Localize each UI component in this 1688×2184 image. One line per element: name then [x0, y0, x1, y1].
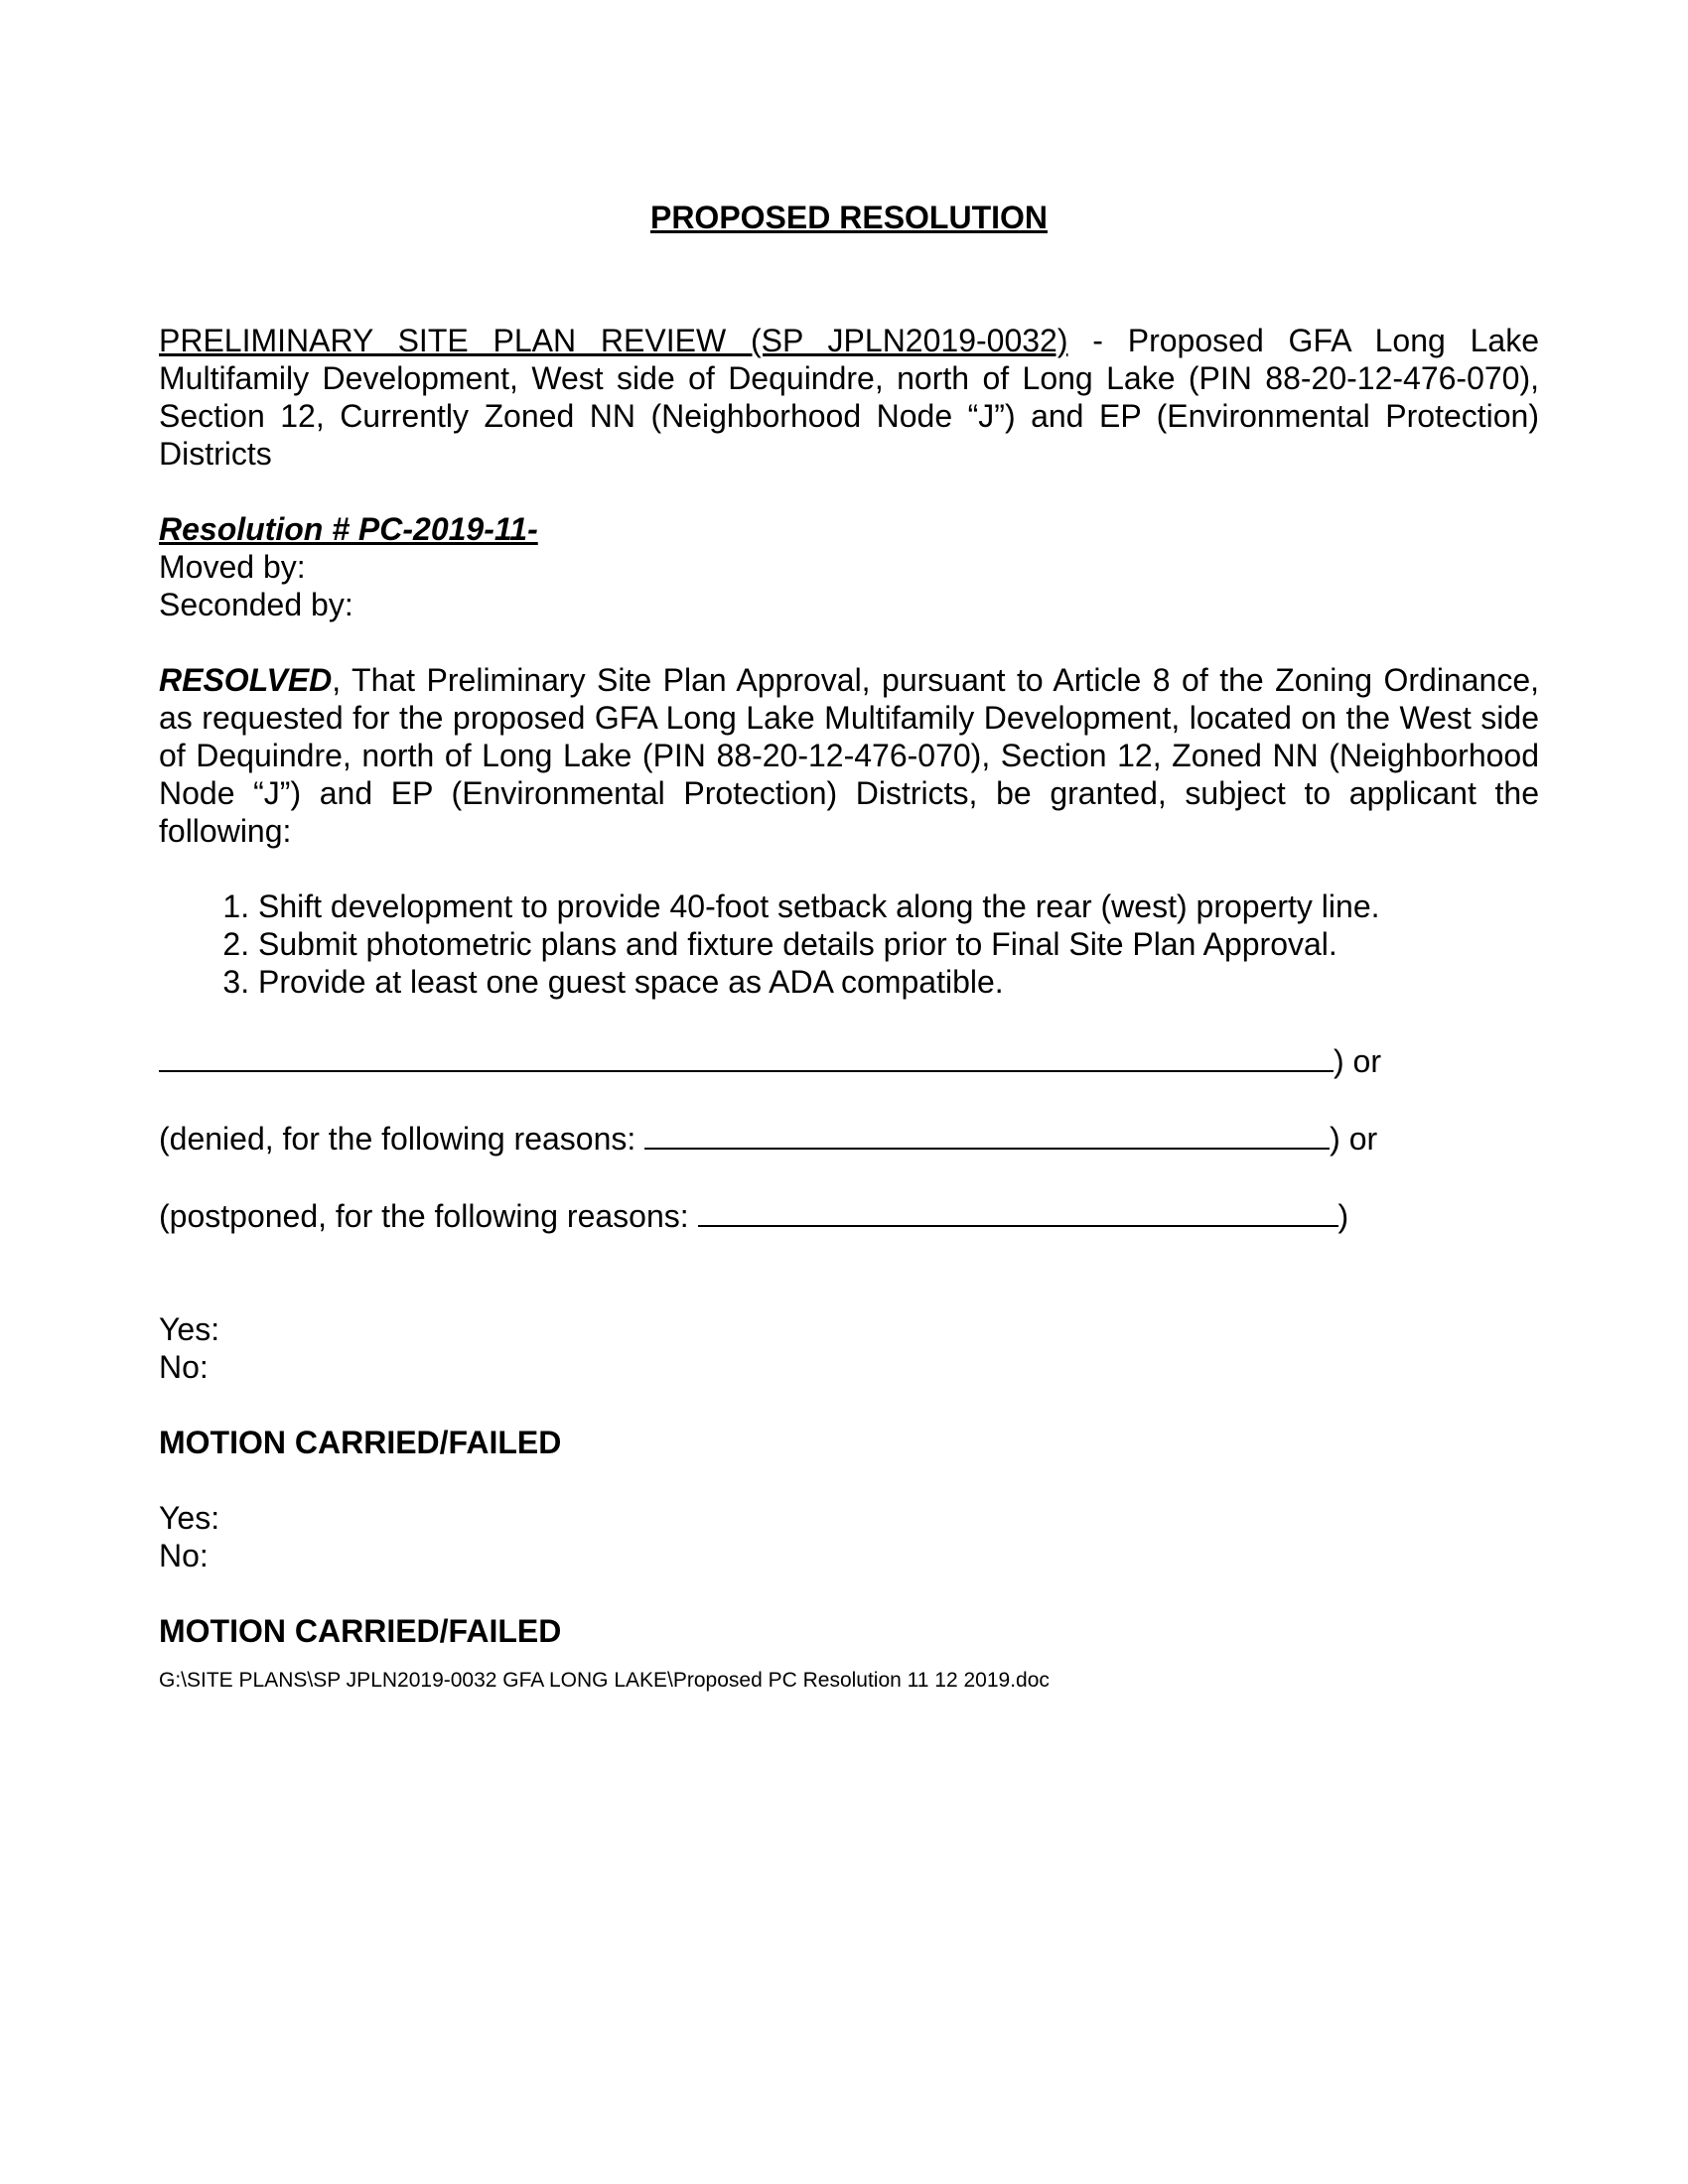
condition-item: 3. Provide at least one guest space as ADA compatible.	[258, 963, 1539, 1001]
condition-item: 2. Submit photometric plans and fixture details prior to Final Site Plan Approval.	[258, 925, 1539, 963]
vote-yes-label: Yes:	[159, 1500, 220, 1536]
resolved-text: , That Preliminary Site Plan Approval, pursuant to Article 8 of the Zoning Ordinance, as requested for the proposed GFA Long Lake Multifamily Development, located on the West side of Dequindre, north of Long Lake (PIN 88-20-12-476-070), Section 12, Zoned NN (Neighborhood Node “J”) and EP (Environmental Protection) Districts, be granted, subject to applicant the following:	[159, 662, 1539, 849]
postponed-option-row	[159, 1195, 1539, 1235]
document-title: PROPOSED RESOLUTION	[649, 200, 1049, 235]
postponed-blank-line	[698, 1195, 1338, 1227]
case-heading-underlined: PRELIMINARY SITE PLAN REVIEW (SP JPLN2019-0032)	[159, 323, 1068, 358]
vote-yes-label: Yes:	[159, 1311, 220, 1347]
resolved-paragraph	[159, 661, 1539, 850]
motion-status: MOTION CARRIED/FAILED	[159, 1613, 562, 1649]
vote-block-2	[159, 1499, 1539, 1574]
vote-block-1	[159, 1310, 1539, 1386]
moved-by-label: Moved by:	[159, 549, 306, 585]
approve-option-row	[159, 1040, 1539, 1080]
case-heading-description: - Proposed GFA Long Lake Multifamily Development, West side of Dequindre, north of Long Lake (PIN 88-20-12-476-070), Section 12, Currently Zoned NN (Neighborhood Node “J”) and EP (Environmental Protection) Districts	[159, 323, 1539, 472]
postponed-option-suffix: )	[1337, 1198, 1349, 1234]
seconded-by-label: Seconded by:	[159, 587, 353, 622]
vote-no-label: No:	[159, 1349, 209, 1385]
denied-option-suffix: ) or	[1330, 1121, 1378, 1157]
document-page	[159, 189, 1539, 1694]
condition-item: 1. Shift development to provide 40-foot setback along the rear (west) property line.	[258, 887, 1539, 925]
denied-blank-line	[644, 1118, 1330, 1150]
postponed-option-label: (postponed, for the following reasons:	[159, 1198, 698, 1234]
resolution-number: Resolution # PC-2019-11-	[159, 511, 538, 547]
denied-option-row	[159, 1118, 1539, 1158]
approve-option-suffix: ) or	[1334, 1043, 1381, 1079]
conditions-list	[159, 887, 1539, 1001]
vote-no-label: No:	[159, 1538, 209, 1573]
motion-status: MOTION CARRIED/FAILED	[159, 1425, 562, 1460]
resolved-lead: RESOLVED	[159, 662, 333, 698]
approve-blank-line	[159, 1040, 1334, 1072]
file-path-footer: G:\SITE PLANS\SP JPLN2019-0032 GFA LONG LAKE\Proposed PC Resolution 11 12 2019.doc	[159, 1669, 1050, 1692]
denied-option-label: (denied, for the following reasons:	[159, 1121, 645, 1157]
case-heading	[159, 322, 1539, 473]
